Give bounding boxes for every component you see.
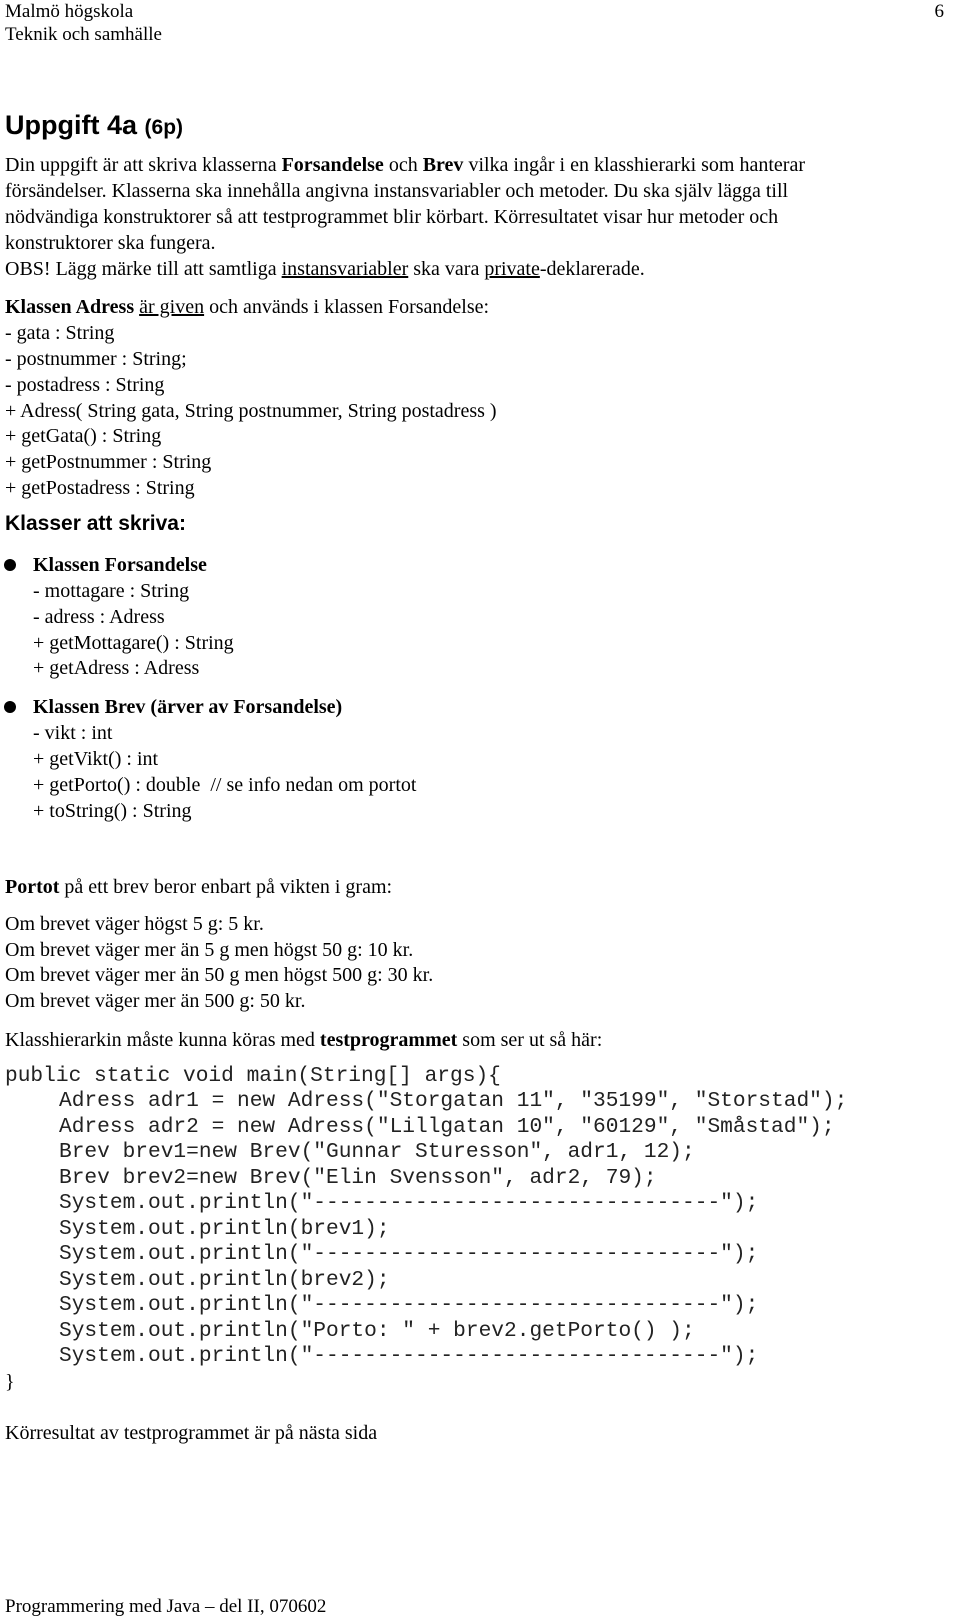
- code-line: System.out.println("--------------------------------");: [59, 1344, 759, 1368]
- bullet-icon: [4, 701, 16, 713]
- forsandelse-member: - mottagare : String: [33, 580, 190, 602]
- page-title: [5, 110, 183, 143]
- porto-rule: Om brevet väger mer än 50 g men högst 500 g: 30 kr.: [5, 964, 434, 986]
- title-points: (6p): [144, 116, 184, 139]
- code-line: Brev brev1=new Brev("Gunnar Sturesson", adr1, 12);: [59, 1140, 695, 1164]
- intro-line-3: nödvändiga konstruktorer så att testprogrammet blir körbart. Körresultatet visar hur metoder och: [5, 206, 779, 228]
- page-number: 6: [934, 1, 944, 22]
- porto-rule: Om brevet väger mer än 5 g men högst 50 g: 10 kr.: [5, 939, 414, 961]
- closing-note: Körresultat av testprogrammet är på nästa sida: [5, 1422, 378, 1444]
- classes-heading: Klasser att skriva:: [5, 512, 186, 535]
- forsandelse-title: Klassen Forsandelse: [33, 554, 207, 576]
- porto-heading: Portot på ett brev beror enbart på vikten i gram:: [5, 876, 393, 898]
- code-line: Adress adr1 = new Adress("Storgatan 11", "35199", "Storstad");: [59, 1089, 848, 1113]
- brev-member: + getPorto() : double // se info nedan om portot: [33, 774, 417, 796]
- brev-member: - vikt : int: [33, 722, 113, 744]
- adress-member: + getPostadress : String: [5, 477, 195, 499]
- intro-line-1: Din uppgift är att skriva klasserna Forsandelse och Brev vilka ingår i en klasshierarki som hanterar: [5, 154, 805, 176]
- code-line: System.out.println("Porto: " + brev2.getPorto() );: [59, 1319, 695, 1343]
- header-department: Teknik och samhälle: [5, 24, 162, 45]
- forsandelse-member: - adress : Adress: [33, 606, 165, 628]
- title-main: Uppgift 4a: [5, 110, 137, 140]
- adress-member: - postnummer : String;: [5, 348, 187, 370]
- intro-line-2: försändelser. Klasserna ska innehålla angivna instansvariabler och metoder. Du ska själv lägga till: [5, 180, 789, 202]
- code-line: }: [5, 1371, 15, 1393]
- code-line: System.out.println(brev2);: [59, 1268, 390, 1292]
- code-line: Brev brev2=new Brev("Elin Svensson", adr2, 79);: [59, 1166, 657, 1190]
- adress-member: + Adress( String gata, String postnummer, String postadress ): [5, 400, 497, 422]
- forsandelse-member: + getAdress : Adress: [33, 657, 200, 679]
- code-line: public static void main(String[] args){: [5, 1064, 501, 1088]
- code-line: System.out.println(brev1);: [59, 1217, 390, 1241]
- adress-member: - gata : String: [5, 322, 115, 344]
- porto-rule: Om brevet väger högst 5 g: 5 kr.: [5, 913, 264, 935]
- code-line: System.out.println("--------------------------------");: [59, 1191, 759, 1215]
- brev-member: + getVikt() : int: [33, 748, 159, 770]
- forsandelse-member: + getMottagare() : String: [33, 632, 234, 654]
- code-line: System.out.println("--------------------------------");: [59, 1242, 759, 1266]
- code-line: Adress adr2 = new Adress("Lillgatan 10", "60129", "Småstad");: [59, 1115, 835, 1139]
- adress-member: + getPostnummer : String: [5, 451, 212, 473]
- intro-line-4: konstruktorer ska fungera.: [5, 232, 216, 254]
- test-intro: Klasshierarkin måste kunna köras med testprogrammet som ser ut så här:: [5, 1029, 603, 1051]
- header-institution: Malmö högskola: [5, 1, 134, 22]
- obs-note: OBS! Lägg märke till att samtliga instansvariabler ska vara private-deklarerade.: [5, 258, 645, 280]
- code-line: System.out.println("--------------------------------");: [59, 1293, 759, 1317]
- adress-member: + getGata() : String: [5, 425, 162, 447]
- brev-title: Klassen Brev (ärver av Forsandelse): [33, 696, 343, 718]
- footer: Programmering med Java – del II, 070602: [5, 1596, 327, 1617]
- adress-heading: Klassen Adress är given och används i klassen Forsandelse:: [5, 296, 490, 318]
- bullet-icon: [4, 559, 16, 571]
- adress-member: - postadress : String: [5, 374, 165, 396]
- brev-member: + toString() : String: [33, 800, 192, 822]
- porto-rule: Om brevet väger mer än 500 g: 50 kr.: [5, 990, 306, 1012]
